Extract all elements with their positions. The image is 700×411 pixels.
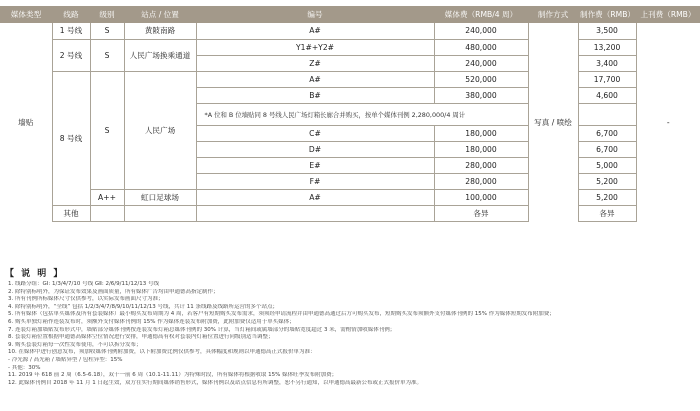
line-cell: 2 号线 <box>52 39 90 71</box>
media-fee-cell: 480,000 <box>434 39 528 55</box>
station-cell: 黄陂南路 <box>124 23 196 39</box>
production-fee-cell <box>578 103 636 125</box>
media-type-cell: 墙贴 <box>18 117 34 127</box>
media-fee-cell: 280,000 <box>434 157 528 173</box>
media-fee-cell: 520,000 <box>434 71 528 87</box>
production-fee-cell: 6,700 <box>578 141 636 157</box>
print-method-cell: 写真 / 喷绘 <box>528 23 578 221</box>
note-item: 6. 购买单独灯箱作连装发布时，须额外支付媒体刊例的 15% 作为媒体连装发布附加费，此附加费仅适用于单买媒体； <box>8 318 295 325</box>
note-item: 4. 除特别标明外，“全线” 包括 1/2/3/4/7/8/9/10/11/12/13 号线，共计 11 条线路及线路所运营的多个站点； <box>8 303 278 310</box>
media-fee-cell: 240,000 <box>434 23 528 39</box>
grade-cell: A++ <box>90 189 124 205</box>
media-fee-cell: 各异 <box>434 205 528 221</box>
media-fee-cell: 280,000 <box>434 173 528 189</box>
code-cell: D# <box>196 141 434 157</box>
production-fee-cell: 5,200 <box>578 173 636 189</box>
note-item: - 冷光源 / 高光箱 / 墙贴异型 / 包柱异型：15% <box>8 356 123 363</box>
code-cell: A# <box>196 189 434 205</box>
note-item: 12. 此媒体刊例自 2018 年 11 月 1 日起生效，双方在实行期间媒体销售形式，媒体刊例以及站点信息有所调整，恕不另行通知，以申通德高最新公布或正式报价单为准。 <box>8 379 422 386</box>
production-fee-cell: 13,200 <box>578 39 636 55</box>
production-fee-cell: 3,500 <box>578 23 636 39</box>
note-item: 10. 在媒体中进行创意发布，须加收媒体刊例附加费，以下附加费比例仅供参考，具体幅度和规则以申通德高正式报价单为准： <box>8 349 316 356</box>
grade-cell: S <box>90 71 124 189</box>
other-label-cell: 其他 <box>52 205 90 221</box>
header-code: 编号 <box>196 6 434 23</box>
header-station: 站点 / 位置 <box>124 6 196 23</box>
table-header-row <box>0 6 700 23</box>
header-install-fee: 上刊费（RMB） <box>636 6 700 23</box>
header-grade: 级别 <box>90 6 124 23</box>
note-item: 2. 除特别标明外，为保证发布效果及画面质量，所有媒体广告均由申通德高指定制作； <box>8 288 219 295</box>
media-fee-cell: 380,000 <box>434 87 528 103</box>
combo-purchase-note: *A 位和 B 位墙贴同 8 号线人民广场灯箱长廊合并购买，按单个媒体刊例 2,280,000/4 周计 <box>196 103 528 125</box>
code-cell: C# <box>196 125 434 141</box>
code-cell: A# <box>196 23 434 39</box>
rate-card-table <box>0 6 700 222</box>
note-item: 8. 套装灯箱位置根据申通德高媒体空位情况进行安排，申通德高有权对套装内灯箱位置进行同级别适当调整； <box>8 334 274 341</box>
note-item: 3. 所有刊例所标媒体尺寸仅供参考，以实际发布画面尺寸为准； <box>8 296 164 303</box>
table-row-other <box>0 205 700 221</box>
header-production-fee: 制作费（RMB） <box>578 6 636 23</box>
production-fee-cell: 5,200 <box>578 189 636 205</box>
production-fee-cell: 3,400 <box>578 55 636 71</box>
code-cell: E# <box>196 157 434 173</box>
install-fee-cell: - <box>636 23 700 221</box>
station-cell: 人民广场换乘通道 <box>124 39 196 71</box>
code-cell: F# <box>196 173 434 189</box>
media-fee-cell: 180,000 <box>434 125 528 141</box>
table-row <box>0 39 700 55</box>
header-line: 线路 <box>52 6 90 23</box>
table-row <box>0 71 700 87</box>
grade-cell: S <box>90 39 124 71</box>
note-item: 9. 购买套装灯箱每一次性发布使用，不可以拆分发布； <box>8 341 142 348</box>
header-media-type: 媒体类型 <box>0 6 52 23</box>
media-fee-cell: 180,000 <box>434 141 528 157</box>
note-item: 11. 2019 年 618 前 2 周（6.5-6.18），双十一前 6 周（10.1-11.11）为特殊时段，所有媒体将根据收取 15% 媒体旺季发布附加费； <box>8 372 338 379</box>
code-cell: Y1#+Y2# <box>196 39 434 55</box>
code-cell: Z# <box>196 55 434 71</box>
production-fee-cell: 各异 <box>578 205 636 221</box>
line-cell: 1 号线 <box>52 23 90 39</box>
production-fee-cell: 17,700 <box>578 71 636 87</box>
code-cell <box>196 205 434 221</box>
note-item: - 其他：30% <box>8 364 41 371</box>
station-cell: 人民广场 <box>124 71 196 189</box>
table-row <box>0 23 700 39</box>
station-cell <box>124 205 196 221</box>
note-item: 1. 线路分组：GⅠ: 1/3/4/7/10 号线 GⅡ: 2/6/9/11/12/13 号线 <box>8 281 159 287</box>
media-fee-cell: 100,000 <box>434 189 528 205</box>
note-item: 7. 连装灯箱加墙贴发布形式中，墙贴部分媒体刊例按连装发布灯箱总媒体刊例的 30% 计算，当灯箱间或属墙部分的墙贴宽度超过 3 米，需酌情加收媒体刊例； <box>8 326 396 333</box>
production-fee-cell: 6,700 <box>578 125 636 141</box>
media-fee-cell: 240,000 <box>434 55 528 71</box>
notes-title: 【 说 明 】 <box>5 269 65 279</box>
grade-cell <box>90 205 124 221</box>
production-fee-cell: 5,000 <box>578 157 636 173</box>
station-cell: 虹口足球场 <box>124 189 196 205</box>
production-fee-cell: 4,600 <box>578 87 636 103</box>
header-media-fee: 媒体费（RMB/4 周） <box>434 6 528 23</box>
header-print-method: 制作方式 <box>528 6 578 23</box>
notes-list <box>8 281 696 387</box>
grade-cell: S <box>90 23 124 39</box>
code-cell: A# <box>196 71 434 87</box>
note-item: 5. 所有媒体（包括单买媒体及所有套装媒体）最小购买发布周期为 4 周，若客户有短期购买发布需求，须须经申请流程并由申通德高通过后方可购买发布，短期购买发布须额外支付媒体刊例的 15% 作为媒体短期发布附加费； <box>8 311 555 318</box>
table-row <box>0 189 700 205</box>
code-cell: B# <box>196 87 434 103</box>
line-cell: 8 号线 <box>52 71 90 205</box>
